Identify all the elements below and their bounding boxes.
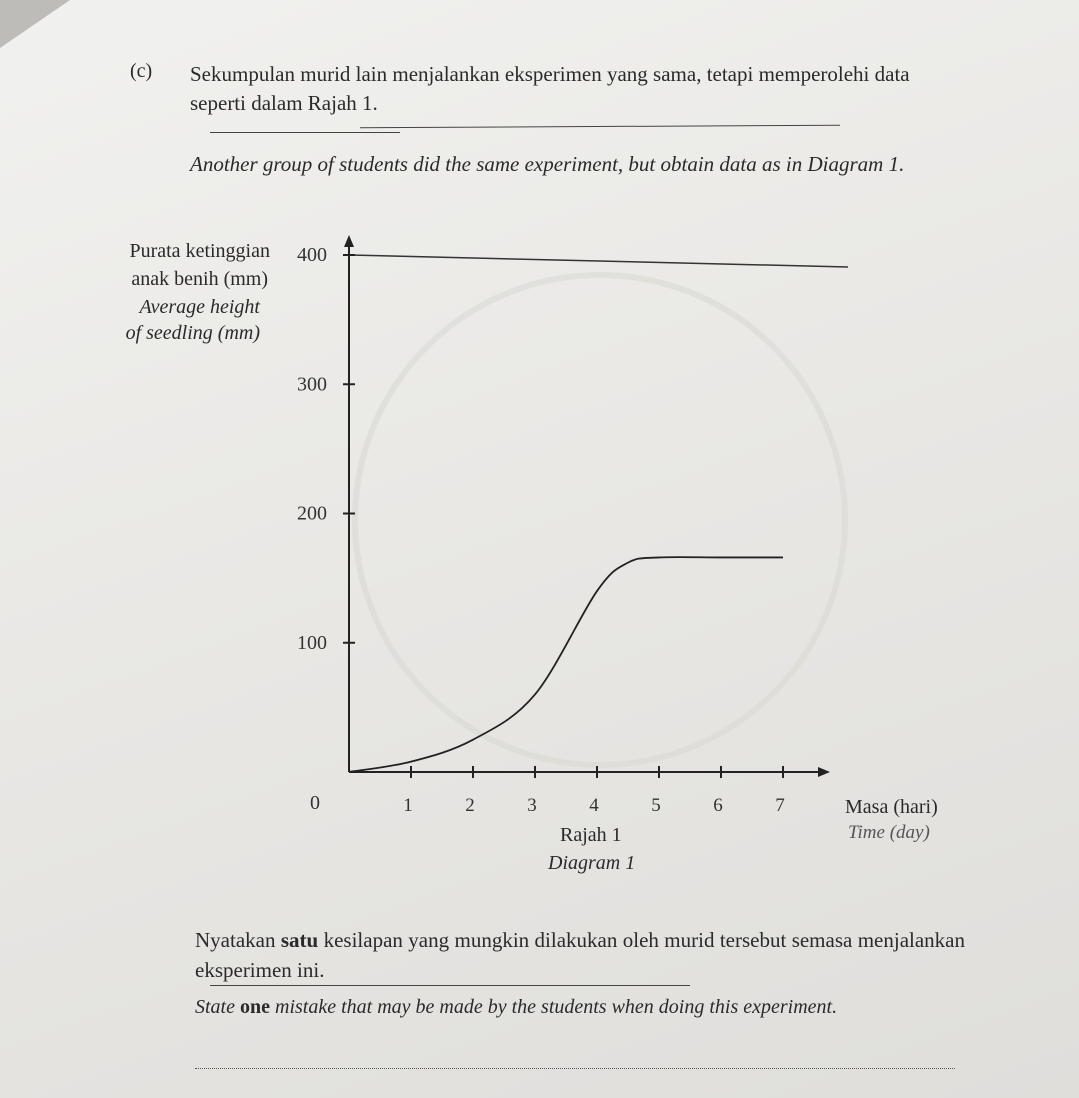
- x-tick-label: 2: [465, 795, 475, 816]
- x-tick-label: 3: [527, 795, 537, 816]
- y-tick-label: 200: [297, 502, 327, 525]
- growth-curve: [349, 557, 783, 772]
- watermark-seal: [355, 275, 845, 765]
- reference-line: [349, 255, 848, 267]
- y-tick-label: 0: [310, 792, 320, 814]
- x-axis-arrow: [818, 767, 830, 777]
- chart-caption-malay: Rajah 1: [560, 824, 622, 846]
- question-text-english: Another group of students did the same experiment, but obtain data as in Diagram 1.: [190, 152, 905, 176]
- x-tick-label: 7: [775, 795, 785, 816]
- question-text-malay: Sekumpulan murid lain menjalankan eksperimen yang sama, tetapi memperolehi data seperti dalam Rajah 1.: [190, 62, 910, 115]
- y-axis-label-malay-line1: Purata ketinggian: [129, 240, 270, 262]
- y-tick-label: 400: [297, 244, 327, 266]
- instruction-malay: Nyatakan satu kesilapan yang mungkin dilakukan oleh murid tersebut semasa menjalankan eksperimen ini.: [195, 928, 966, 982]
- y-axis-arrow: [344, 235, 354, 247]
- y-axis-label-english-line1: Average height: [139, 296, 260, 318]
- x-tick-label: 1: [403, 795, 413, 816]
- y-tick-label: 300: [297, 373, 327, 396]
- question-label: (c): [130, 60, 153, 82]
- y-axis-label-malay-line2: anak benih (mm): [131, 268, 268, 290]
- x-tick-label: 4: [589, 795, 599, 816]
- x-tick-label: 6: [713, 795, 723, 816]
- instruction-english: State one mistake that may be made by the students when doing this experiment.: [195, 996, 838, 1018]
- y-tick-label: 100: [297, 631, 327, 654]
- x-axis-label-english: Time (day): [848, 822, 930, 843]
- answer-line[interactable]: [195, 1068, 955, 1069]
- underline-mark: [210, 985, 690, 986]
- x-axis-label-malay: Masa (hari): [845, 796, 938, 818]
- y-axis-label-english-line2: of seedling (mm): [125, 322, 260, 344]
- x-tick-label: 5: [651, 795, 661, 816]
- chart-caption-english: Diagram 1: [548, 852, 636, 874]
